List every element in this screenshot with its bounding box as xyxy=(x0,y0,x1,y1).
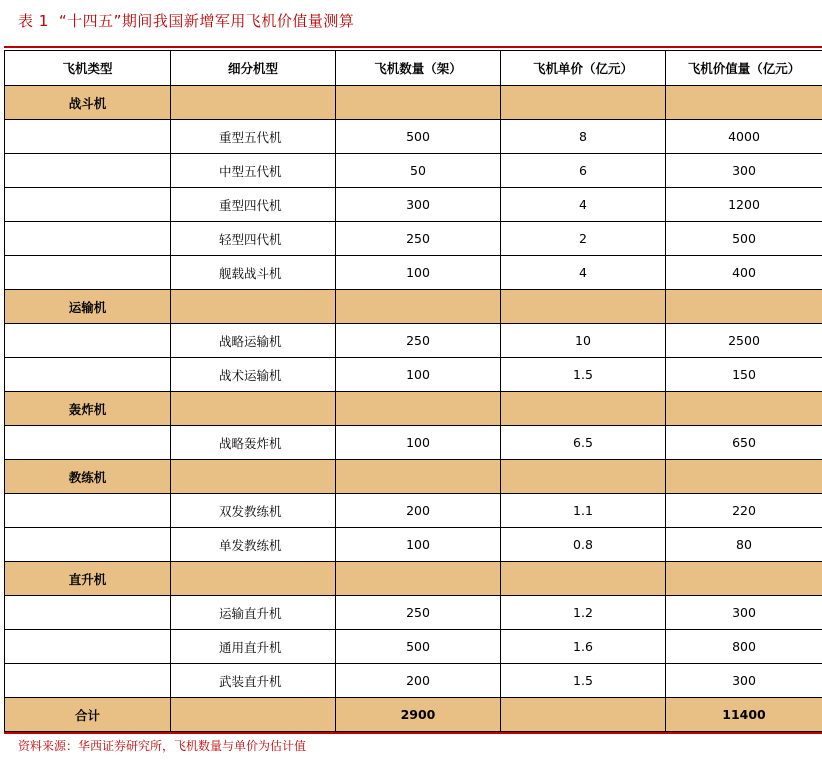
category-label: 直升机 xyxy=(5,562,171,596)
table-title xyxy=(18,10,354,31)
price-cell: 4 xyxy=(501,256,666,290)
price-cell: 1.6 xyxy=(501,630,666,664)
qty-cell: 50 xyxy=(336,154,501,188)
category-label: 战斗机 xyxy=(5,86,171,120)
price-cell: 2 xyxy=(501,222,666,256)
category-row xyxy=(5,562,822,596)
model-cell: 轻型四代机 xyxy=(171,222,336,256)
qty-cell: 300 xyxy=(336,188,501,222)
value-cell: 800 xyxy=(666,630,822,664)
total-price xyxy=(501,698,666,732)
category-row xyxy=(5,392,822,426)
model-cell: 战术运输机 xyxy=(171,358,336,392)
total-value: 11400 xyxy=(666,698,822,732)
total-row xyxy=(5,698,822,732)
qty-cell: 100 xyxy=(336,426,501,460)
price-cell: 1.1 xyxy=(501,494,666,528)
category-label: 轰炸机 xyxy=(5,392,171,426)
table-row xyxy=(5,256,822,290)
value-cell: 4000 xyxy=(666,120,822,154)
model-cell: 战略轰炸机 xyxy=(171,426,336,460)
value-cell: 220 xyxy=(666,494,822,528)
category-row xyxy=(5,86,822,120)
category-label: 教练机 xyxy=(5,460,171,494)
category-row xyxy=(5,460,822,494)
total-qty: 2900 xyxy=(336,698,501,732)
table-row xyxy=(5,358,822,392)
table-row xyxy=(5,120,822,154)
model-cell: 单发教练机 xyxy=(171,528,336,562)
price-cell: 0.8 xyxy=(501,528,666,562)
table-row xyxy=(5,528,822,562)
value-cell: 300 xyxy=(666,154,822,188)
header-quantity: 飞机数量（架） xyxy=(336,51,501,86)
model-cell: 重型五代机 xyxy=(171,120,336,154)
qty-cell: 250 xyxy=(336,324,501,358)
value-cell: 300 xyxy=(666,664,822,698)
table-row xyxy=(5,154,822,188)
total-label: 合计 xyxy=(5,698,171,732)
value-cell: 500 xyxy=(666,222,822,256)
qty-cell: 200 xyxy=(336,494,501,528)
table-row xyxy=(5,630,822,664)
table-title-text: “十四五”期间我国新增军用飞机价值量测算 xyxy=(58,12,355,30)
model-cell: 通用直升机 xyxy=(171,630,336,664)
value-cell: 650 xyxy=(666,426,822,460)
value-cell: 80 xyxy=(666,528,822,562)
header-sub-model: 细分机型 xyxy=(171,51,336,86)
qty-cell: 100 xyxy=(336,528,501,562)
table-row xyxy=(5,596,822,630)
qty-cell: 250 xyxy=(336,222,501,256)
top-divider xyxy=(4,46,822,48)
header-row xyxy=(5,51,822,86)
category-label: 运输机 xyxy=(5,290,171,324)
qty-cell: 250 xyxy=(336,596,501,630)
aircraft-value-table xyxy=(4,50,822,732)
bottom-divider xyxy=(4,732,822,734)
price-cell: 8 xyxy=(501,120,666,154)
table-row xyxy=(5,222,822,256)
table-row xyxy=(5,324,822,358)
price-cell: 4 xyxy=(501,188,666,222)
price-cell: 1.2 xyxy=(501,596,666,630)
price-cell: 1.5 xyxy=(501,664,666,698)
model-cell: 双发教练机 xyxy=(171,494,336,528)
qty-cell: 200 xyxy=(336,664,501,698)
value-cell: 400 xyxy=(666,256,822,290)
model-cell: 舰载战斗机 xyxy=(171,256,336,290)
table-row xyxy=(5,426,822,460)
header-aircraft-type: 飞机类型 xyxy=(5,51,171,86)
price-cell: 6 xyxy=(501,154,666,188)
value-cell: 1200 xyxy=(666,188,822,222)
price-cell: 1.5 xyxy=(501,358,666,392)
source-note: 资料来源：华西证券研究所，飞机数量与单价为估计值 xyxy=(18,739,307,753)
model-cell: 中型五代机 xyxy=(171,154,336,188)
price-cell: 6.5 xyxy=(501,426,666,460)
category-row xyxy=(5,290,822,324)
qty-cell: 100 xyxy=(336,358,501,392)
qty-cell: 100 xyxy=(336,256,501,290)
qty-cell: 500 xyxy=(336,630,501,664)
header-unit-price: 飞机单价（亿元） xyxy=(501,51,666,86)
header-total-value: 飞机价值量（亿元） xyxy=(666,51,822,86)
table-row xyxy=(5,494,822,528)
model-cell: 重型四代机 xyxy=(171,188,336,222)
table-number: 表 1 xyxy=(18,12,49,30)
table-row xyxy=(5,664,822,698)
qty-cell: 500 xyxy=(336,120,501,154)
table-row xyxy=(5,188,822,222)
price-cell: 10 xyxy=(501,324,666,358)
value-cell: 300 xyxy=(666,596,822,630)
value-cell: 150 xyxy=(666,358,822,392)
value-cell: 2500 xyxy=(666,324,822,358)
model-cell: 武装直升机 xyxy=(171,664,336,698)
model-cell: 运输直升机 xyxy=(171,596,336,630)
model-cell: 战略运输机 xyxy=(171,324,336,358)
